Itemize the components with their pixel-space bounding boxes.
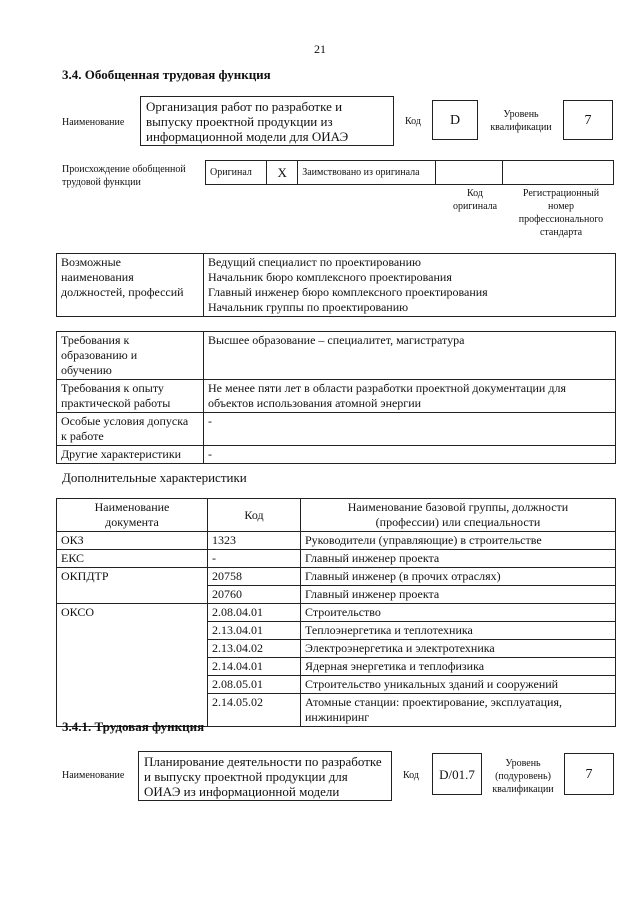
positions-table bbox=[56, 253, 616, 317]
additional-heading: Дополнительные характеристики bbox=[62, 470, 247, 485]
code-cell: 2.08.05.01 bbox=[208, 676, 301, 694]
code-value: D bbox=[432, 100, 478, 140]
name-cell-line: Атомные станции: проектирование, эксплуатация, bbox=[305, 695, 562, 709]
requirement-value-line: Не менее пяти лет в области разработки проектной документации для bbox=[208, 381, 566, 395]
col-name-header bbox=[301, 499, 616, 532]
requirement-label-line: Особые условия допуска bbox=[61, 414, 189, 428]
origin-table bbox=[205, 160, 614, 185]
code-cell: 2.14.04.01 bbox=[208, 658, 301, 676]
function-name-line: информационной модели для ОИАЭ bbox=[146, 129, 349, 144]
positions-label-line: должностей, профессий bbox=[61, 285, 184, 299]
function-name-line: выпуску проектной продукции из bbox=[146, 114, 333, 129]
positions-label-line: Возможные bbox=[61, 255, 121, 269]
level-label-line: (подуровень) bbox=[495, 771, 551, 782]
name-cell: Строительство уникальных зданий и сооружений bbox=[301, 676, 616, 694]
requirement-label-line: Требования к bbox=[61, 333, 130, 347]
position-item: Начальник группы по проектированию bbox=[208, 300, 409, 314]
name-cell: Ядерная энергетика и теплофизика bbox=[301, 658, 616, 676]
code-cell: 20760 bbox=[208, 586, 301, 604]
level-label bbox=[484, 757, 562, 796]
table-row bbox=[57, 568, 616, 586]
code-cell: 2.13.04.01 bbox=[208, 622, 301, 640]
requirement-value-line: объектов использования атомной энергии bbox=[208, 396, 422, 410]
code-cell: 2.14.05.02 bbox=[208, 694, 301, 727]
origin-label bbox=[62, 163, 186, 189]
code-label: Код bbox=[403, 770, 419, 781]
position-item: Ведущий специалист по проектированию bbox=[208, 255, 421, 269]
doc-cell: ОКЗ bbox=[57, 532, 208, 550]
header-line: (профессии) или специальности bbox=[375, 515, 541, 529]
name-cell: Строительство bbox=[301, 604, 616, 622]
requirement-label-line: практической работы bbox=[61, 396, 171, 410]
requirement-value bbox=[204, 380, 616, 413]
position-item: Начальник бюро комплексного проектирования bbox=[208, 270, 452, 284]
name-cell: Главный инженер проекта bbox=[301, 586, 616, 604]
original-mark: X bbox=[267, 161, 298, 185]
positions-list bbox=[204, 254, 616, 317]
requirement-label bbox=[57, 332, 204, 380]
header-line: Наименование базовой группы, должности bbox=[347, 500, 569, 514]
position-item: Главный инженер бюро комплексного проектирования bbox=[208, 285, 488, 299]
name-cell: Электроэнергетика и электротехника bbox=[301, 640, 616, 658]
origin-label-line: Происхождение обобщенной bbox=[62, 164, 186, 175]
code-cell: 2.13.04.02 bbox=[208, 640, 301, 658]
doc-cell: ОКПДТР bbox=[57, 568, 208, 604]
requirement-value bbox=[204, 413, 616, 446]
doc-cell: ОКСО bbox=[57, 604, 208, 727]
name-cell: Главный инженер (в прочих отраслях) bbox=[301, 568, 616, 586]
name-cell: Главный инженер проекта bbox=[301, 550, 616, 568]
caption-line: номер bbox=[548, 201, 574, 212]
labor-function-name-line: Планирование деятельности по разработке bbox=[144, 754, 382, 769]
function-name-line: Организация работ по разработке и bbox=[146, 99, 343, 114]
requirement-label-line: образованию и bbox=[61, 348, 138, 362]
name-cell-line: инжиниринг bbox=[305, 710, 370, 724]
level-label-line: квалификации bbox=[490, 122, 552, 133]
name-cell bbox=[301, 694, 616, 727]
requirement-value bbox=[204, 332, 616, 380]
col-code-header: Код bbox=[208, 499, 301, 532]
doc-cell: ЕКС bbox=[57, 550, 208, 568]
level-label bbox=[482, 108, 560, 134]
positions-label-line: наименования bbox=[61, 270, 134, 284]
name-cell: Теплоэнергетика и теплотехника bbox=[301, 622, 616, 640]
requirement-label-line: Другие характеристики bbox=[61, 447, 182, 461]
level-value: 7 bbox=[563, 100, 613, 140]
code-label: Код bbox=[405, 116, 421, 127]
level-label-line: квалификации bbox=[492, 784, 554, 795]
table-row bbox=[57, 550, 616, 568]
code-cell: 1323 bbox=[208, 532, 301, 550]
page-number: 21 bbox=[314, 42, 326, 56]
table-row bbox=[57, 532, 616, 550]
requirement-label bbox=[57, 446, 204, 464]
original-code-cell bbox=[435, 161, 502, 185]
labor-function-name-box bbox=[138, 751, 392, 801]
requirements-table bbox=[56, 331, 616, 464]
name-cell: Руководители (управляющие) в строительстве bbox=[301, 532, 616, 550]
function-name-box bbox=[140, 96, 394, 146]
requirement-label-line: Требования к опыту bbox=[61, 381, 164, 395]
caption-line: оригинала bbox=[452, 201, 498, 212]
requirement-value-line: - bbox=[208, 414, 212, 428]
code-cell: 20758 bbox=[208, 568, 301, 586]
caption-line: профессионального bbox=[518, 214, 604, 225]
code-cell: 2.08.04.01 bbox=[208, 604, 301, 622]
borrowed-label: Заимствовано из оригинала bbox=[298, 161, 435, 185]
requirement-value bbox=[204, 446, 616, 464]
labor-function-name-line: ОИАЭ из информационной модели bbox=[144, 784, 340, 799]
requirement-label-line: к работе bbox=[61, 429, 104, 443]
requirement-label bbox=[57, 413, 204, 446]
name-label: Наименование bbox=[62, 770, 125, 781]
level-label-line: Уровень bbox=[505, 758, 541, 769]
table-row bbox=[57, 604, 616, 622]
requirement-value-line: Высшее образование – специалитет, магистратура bbox=[208, 333, 465, 347]
original-label: Оригинал bbox=[206, 161, 267, 185]
header-line: Наименование bbox=[94, 500, 170, 514]
code-cell: - bbox=[208, 550, 301, 568]
positions-label bbox=[57, 254, 204, 317]
caption-line: Регистрационный bbox=[522, 188, 600, 199]
origin-label-line: трудовой функции bbox=[62, 177, 141, 188]
level-label-line: Уровень bbox=[503, 109, 539, 120]
reg-number-cell bbox=[502, 161, 613, 185]
section-heading: 3.4. Обобщенная трудовая функция bbox=[62, 67, 271, 82]
original-code-caption bbox=[443, 187, 507, 213]
subsection-heading: 3.4.1. Трудовая функция bbox=[62, 719, 205, 734]
header-line: документа bbox=[105, 515, 159, 529]
code-value: D/01.7 bbox=[432, 753, 482, 795]
labor-function-name-line: и выпуску проектной продукции для bbox=[144, 769, 348, 784]
reg-number-caption bbox=[508, 187, 614, 239]
caption-line: стандарта bbox=[539, 227, 583, 238]
requirement-value-line: - bbox=[208, 447, 212, 461]
level-value: 7 bbox=[564, 753, 614, 795]
caption-line: Код bbox=[467, 188, 483, 199]
requirement-label bbox=[57, 380, 204, 413]
requirement-label-line: обучению bbox=[61, 363, 112, 377]
name-label: Наименование bbox=[62, 117, 125, 128]
additional-table bbox=[56, 498, 616, 727]
col-doc-header bbox=[57, 499, 208, 532]
